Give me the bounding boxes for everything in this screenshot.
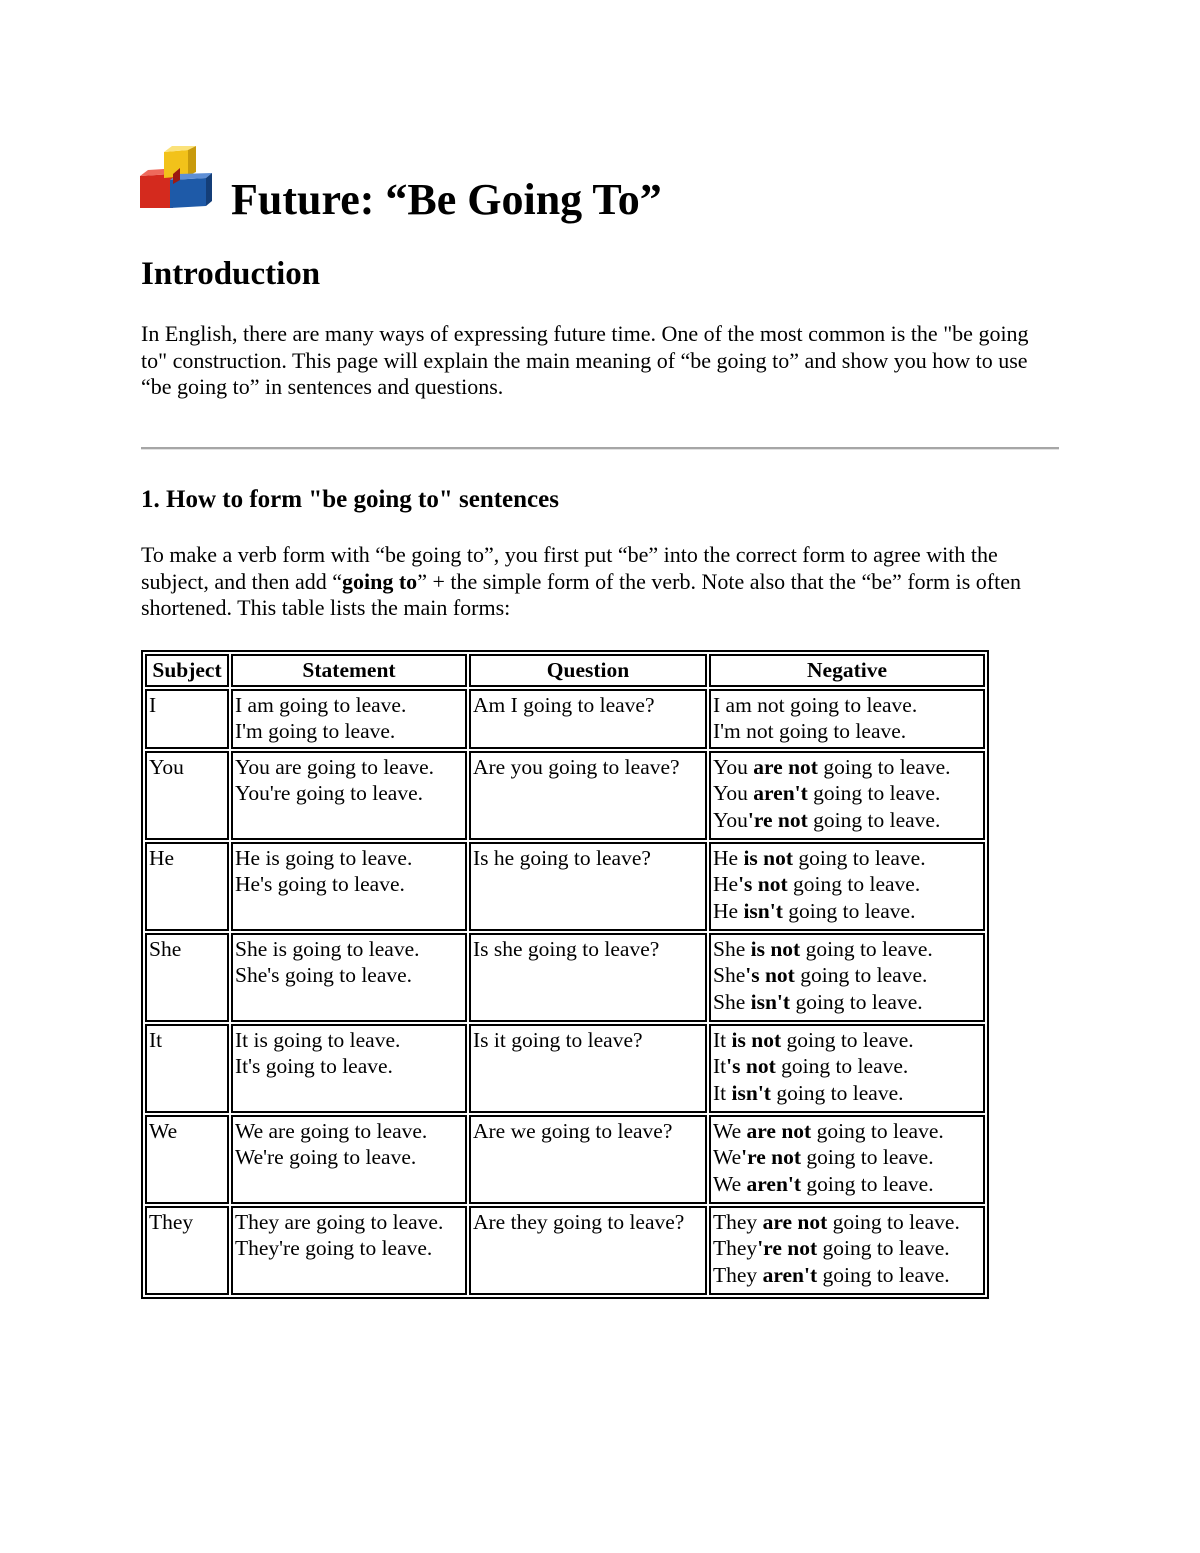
stacked-blocks-icon — [140, 146, 214, 212]
negative-bold-part: aren't — [746, 1171, 802, 1196]
negative-bold-part: are not — [746, 1118, 812, 1143]
statement-line: I'm going to leave. — [235, 719, 396, 743]
table-body — [145, 689, 985, 1295]
question-cell: Are you going to leave? — [469, 751, 707, 840]
negative-cell — [709, 689, 985, 749]
statement-cell — [231, 842, 467, 931]
subject-cell: It — [145, 1024, 229, 1113]
negative-text-part: We — [713, 1118, 747, 1143]
paragraph-text-part1: To make a verb form with “be going to”, you first put “be” into the correct form to agree with the subject, and then add “ — [141, 542, 998, 594]
negative-cell — [709, 933, 985, 1022]
negative-text-part: You — [713, 754, 754, 779]
subject-cell: We — [145, 1115, 229, 1204]
negative-cell — [709, 1206, 985, 1295]
table-row — [145, 1115, 985, 1204]
question-cell: Are we going to leave? — [469, 1115, 707, 1204]
negative-cell — [709, 1115, 985, 1204]
table-row — [145, 751, 985, 840]
negative-line — [713, 845, 981, 872]
statement-cell — [231, 1024, 467, 1113]
negative-bold-part: is not — [731, 1027, 782, 1052]
negative-line — [713, 1118, 981, 1145]
negative-bold-part: isn't — [731, 1080, 771, 1105]
statement-line: He's going to leave. — [235, 872, 405, 896]
negative-text-part: going to leave. — [817, 754, 951, 779]
table-row — [145, 1024, 985, 1113]
question-cell: Are they going to leave? — [469, 1206, 707, 1295]
table-row — [145, 842, 985, 931]
negative-text-part: going to leave. — [793, 845, 926, 870]
negative-line — [713, 936, 981, 963]
statement-line: It's going to leave. — [235, 1054, 393, 1078]
negative-line — [713, 1027, 981, 1054]
question-cell: Is she going to leave? — [469, 933, 707, 1022]
negative-text-part: going to leave. — [827, 1209, 960, 1234]
negative-bold-part: 's not — [745, 963, 795, 987]
subject-cell: You — [145, 751, 229, 840]
negative-text-part: I am not going to leave. — [713, 692, 918, 717]
subject-cell: He — [145, 842, 229, 931]
statement-line: It is going to leave. — [235, 1027, 401, 1052]
subject-cell: She — [145, 933, 229, 1022]
negative-text-part: She — [713, 963, 746, 987]
negative-text-part: It — [713, 1054, 727, 1078]
negative-text-part: They — [713, 1236, 758, 1260]
negative-line — [713, 1209, 981, 1236]
negative-line — [713, 871, 981, 898]
negative-bold-part: are not — [762, 1209, 828, 1234]
statement-cell — [231, 1115, 467, 1204]
negative-bold-part: 's not — [726, 1054, 776, 1078]
statement-line: She is going to leave. — [235, 936, 420, 961]
negative-text-part: It — [713, 1027, 732, 1052]
negative-bold-part: 're not — [757, 1236, 818, 1260]
negative-bold-part: aren't — [762, 1262, 818, 1287]
negative-line — [713, 754, 981, 781]
negative-bold-part: is not — [743, 845, 794, 870]
statement-line: They are going to leave. — [235, 1209, 444, 1234]
negative-line — [713, 1235, 981, 1262]
negative-text-part: going to leave. — [811, 1118, 944, 1143]
statement-line: They're going to leave. — [235, 1236, 433, 1260]
negative-text-part: going to leave. — [801, 1171, 934, 1196]
negative-cell — [709, 1024, 985, 1113]
statement-cell — [231, 751, 467, 840]
statement-line: We are going to leave. — [235, 1118, 428, 1143]
header-negative: Negative — [709, 654, 985, 687]
statement-cell — [231, 933, 467, 1022]
negative-cell — [709, 842, 985, 931]
negative-text-part: She — [713, 936, 751, 961]
negative-line — [713, 718, 981, 745]
negative-text-part: He — [713, 872, 739, 896]
negative-text-part: going to leave. — [807, 781, 941, 805]
negative-text-part: I'm not going to leave. — [713, 719, 907, 743]
paragraph-text-part2: ” + the simple form of the verb. Note also that the “be” form is often shortened. This table lists the main forms: — [141, 568, 1021, 620]
page-title: Future: “Be Going To” — [231, 175, 662, 224]
question-cell: Is it going to leave? — [469, 1024, 707, 1113]
statement-cell — [231, 689, 467, 749]
statement-line: She's going to leave. — [235, 963, 413, 987]
statement-line: He is going to leave. — [235, 845, 413, 870]
header-statement: Statement — [231, 654, 467, 687]
negative-text-part: They — [713, 1262, 763, 1287]
negative-bold-part: isn't — [743, 898, 783, 923]
section-heading-how-to-form: 1. How to form "be going to" sentences — [141, 486, 559, 513]
negative-text-part: She — [713, 989, 751, 1014]
negative-text-part: going to leave. — [794, 963, 928, 987]
negative-text-part: going to leave. — [781, 1027, 914, 1052]
negative-text-part: going to leave. — [800, 936, 933, 961]
negative-text-part: going to leave. — [787, 872, 921, 896]
negative-text-part: going to leave. — [801, 1145, 934, 1169]
header-subject: Subject — [145, 654, 229, 687]
negative-text-part: He — [713, 845, 744, 870]
statement-line: I am going to leave. — [235, 692, 407, 717]
statement-line: We're going to leave. — [235, 1145, 417, 1169]
statement-cell — [231, 1206, 467, 1295]
be-going-to-forms-table — [141, 650, 989, 1299]
paragraph-bold-going-to: going to — [342, 568, 418, 594]
negative-line — [713, 989, 981, 1016]
negative-text-part: going to leave. — [790, 989, 923, 1014]
negative-text-part: You — [713, 781, 754, 805]
negative-line — [713, 1144, 981, 1171]
subject-cell: I — [145, 689, 229, 749]
table-row — [145, 689, 985, 749]
negative-text-part: You — [713, 807, 748, 832]
negative-line — [713, 1053, 981, 1080]
subject-cell: They — [145, 1206, 229, 1295]
negative-text-part: going to leave. — [817, 1236, 950, 1260]
horizontal-divider — [141, 447, 1059, 450]
negative-line — [713, 807, 981, 834]
negative-line — [713, 1171, 981, 1198]
negative-text-part: going to leave. — [775, 1054, 909, 1078]
negative-cell — [709, 751, 985, 840]
statement-line: You are going to leave. — [235, 754, 435, 779]
negative-text-part: going to leave. — [782, 898, 916, 923]
table-row — [145, 1206, 985, 1295]
negative-line — [713, 898, 981, 925]
negative-line — [713, 962, 981, 989]
how-to-form-paragraph — [141, 542, 1056, 622]
question-cell: Is he going to leave? — [469, 842, 707, 931]
negative-text-part: They — [713, 1209, 763, 1234]
question-cell: Am I going to leave? — [469, 689, 707, 749]
negative-bold-part: are not — [753, 754, 818, 779]
negative-line — [713, 692, 981, 719]
negative-line — [713, 1262, 981, 1289]
table-row — [145, 933, 985, 1022]
table-header-row — [145, 654, 985, 687]
negative-text-part: going to leave. — [817, 1262, 950, 1287]
negative-text-part: It — [713, 1080, 732, 1105]
header-question: Question — [469, 654, 707, 687]
negative-bold-part: is not — [750, 936, 801, 961]
introduction-heading: Introduction — [141, 256, 321, 292]
introduction-paragraph: In English, there are many ways of expressing future time. One of the most common is the "be going to" construction. This page will explain the main meaning of “be going to” and show you how to use “be going to” in sentences and questions. — [141, 321, 1029, 399]
negative-text-part: going to leave. — [807, 807, 941, 832]
negative-bold-part: 's not — [738, 872, 788, 896]
statement-line: You're going to leave. — [235, 781, 423, 805]
negative-text-part: We — [713, 1171, 747, 1196]
negative-bold-part: 're not — [747, 807, 808, 832]
negative-text-part: We — [713, 1145, 742, 1169]
negative-line — [713, 1080, 981, 1107]
negative-bold-part: aren't — [753, 781, 808, 805]
negative-bold-part: isn't — [750, 989, 791, 1014]
negative-text-part: going to leave. — [770, 1080, 904, 1105]
negative-line — [713, 780, 981, 807]
negative-bold-part: 're not — [741, 1145, 802, 1169]
negative-text-part: He — [713, 898, 744, 923]
